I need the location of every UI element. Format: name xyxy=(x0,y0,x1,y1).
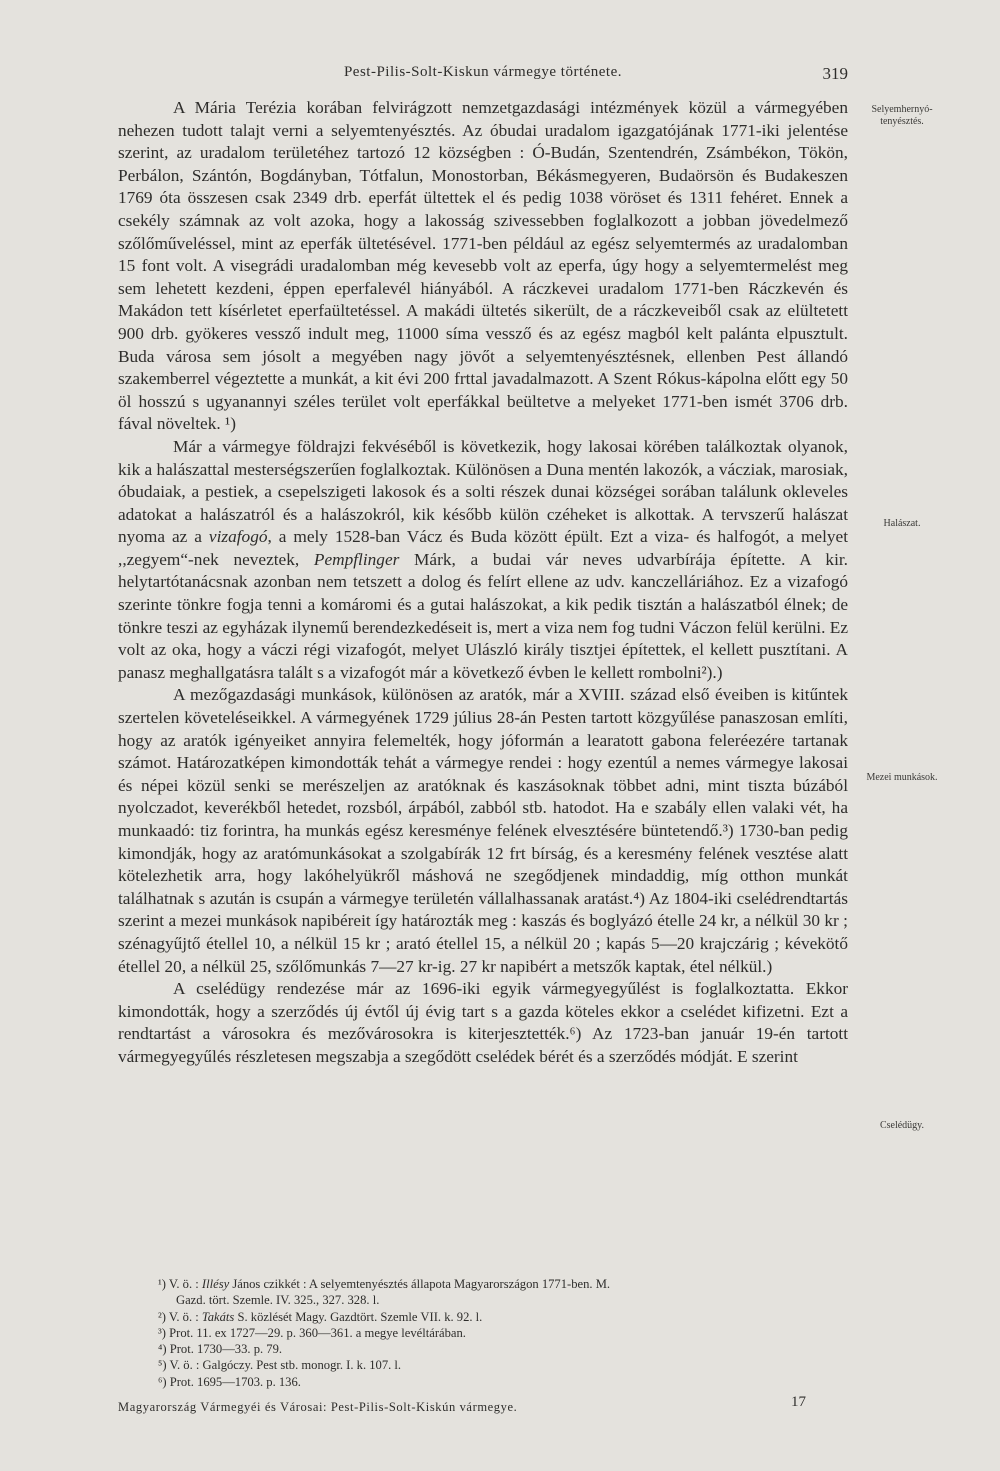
paragraph-servants xyxy=(118,978,848,1068)
text-run: ⁵) V. ö. : Galgóczy. Pest stb. monogr. I. k. 107. l. xyxy=(158,1358,402,1373)
footnote xyxy=(118,1374,848,1390)
margin-note-fishing: Halászat. xyxy=(883,518,921,529)
text-run: Gazd. tört. Szemle. IV. 325., 327. 328. l. xyxy=(176,1293,380,1308)
signature-line: Magyarország Vármegyéi és Városai: Pest-Pilis-Solt-Kiskún vármegye. xyxy=(118,1400,518,1414)
running-title: Pest-Pilis-Solt-Kiskun vármegye története. xyxy=(343,64,623,80)
text-run: ⁴) Prot. 1730—33. p. 79. xyxy=(158,1342,283,1357)
text-run: Márk, a budai vár neves udvarbírája építette. A kir. helytartótanácsnak azonban nem tetszett a dolog és felírt ellene az udv. kanczelláriához. Ez a vizafogó szerinte tönkre fogja tenni a komáromi és a gutai halászokat, a kik pedik tisztán a halászatból élnek; de tönkre teszi az egyházak ilynemű berendezkedéseit is, mert a viza nem fog tudni Váczon felül kerülni. Ez volt az oka, hogy a váczi régi vizafogót, melyet Ulászló király tisztjei építettek, el kellett pusztítani. A panasz meghallgatásra talált s a vizafogót már a következő évben le kellett rombolni²).) xyxy=(118,549,848,682)
margin-note-servants: Cselédügy. xyxy=(879,1120,925,1131)
paragraph-silk xyxy=(118,97,848,436)
footnote xyxy=(118,1357,848,1373)
italic-text: Illésy xyxy=(201,1277,230,1291)
text-run: ¹) xyxy=(225,414,236,434)
paragraph-fishing xyxy=(118,436,848,685)
paragraph-farm-workers xyxy=(118,684,848,978)
text-run: János czikkét : A selyemtenyésztés állapota Magyarországon 1771-ben. M. xyxy=(229,1277,611,1291)
footnotes xyxy=(118,1276,848,1390)
page-footer xyxy=(118,1394,848,1424)
text-run: A cselédügy rendezése már az 1696-iki egyik vármegyegyűlést is foglalkoztatta. Ekkor kimondották, hogy a szerződés új évtől új évig tart s a gazda köteles ekkor a cselédet kifizetni. Ezt a rendtartást a városokra és mezővárosokra is kiterjesztették.⁶) Az 1723-ban január 19-én tartott vármegyegyűlés részletesen megszabja a szegődött cselédek bérét és a szerződés módját. E szerint xyxy=(118,979,848,1066)
text-run: ⁶) Prot. 1695—1703. p. 136. xyxy=(158,1374,301,1389)
body-text xyxy=(118,97,848,1069)
footnote xyxy=(118,1309,848,1325)
text-run: A mezőgazdasági munkások, különösen az aratók, már a XVIII. század első éveiben is kitűntek szertelen követeléseikkel. A vármegyének 1729 július 28-án Pesten tartott közgyűlése panaszosan említi, hogy az aratók igényeiket annyira felemelték, hogy jóformán a learatott gabona feleréezére tartanak számot. Határozatképen kimondották tehát a vármegye rendei : hogy ezentúl a nemes vármegye lakosai és népei közül senki se merészeljen az aratóknak és kaszásoknak többet adni, mint tiszta búzából nyolczadot, keverékből hetedet, rozsból, árpából, zabból stb. hatodot. Ha e szabály ellen valaki vét, ha munkaadó: tiz forintra, ha munkás egész keresménye felének elvesztésére büntetendő.³) 1730-ban pedig kimondják, hogy az aratómunkásokat a szolgabírák 12 frt bírság, és a keresmény felének vesztése alatt kötelezhetik arra, hogy lakóhelyükről máshová ne szegődjenek mindaddig, míg otthon munkát találhatnak s azután is csupán a vármegye területén vállalhassanak aratást.⁴) Az 1804-iki cselédrendtartás szerint a mezei munkások napibéreit így határozták meg : kaszás és boglyázó ételle 24 kr, a nélkül 30 kr ; szénagyűjtő étellel 10, a nélkül 15 kr ; arató étellel 15, a nélkül 20 ; kapás 5—20 krajczárig ; kévekötő étellel 20, a nélkül 25, szőlőmunkás 7—27 kr-ig. 27 kr napibért a metszők kaptak, étel nélkül.) xyxy=(118,685,848,976)
italic-text: vizafogó xyxy=(208,527,268,547)
italic-text: Pempflinger xyxy=(313,549,400,569)
footnote xyxy=(118,1292,848,1308)
text-run: A Mária Terézia korában felvirágzott nemzetgazdasági intézmények közül a vármegyében nehezen tudott talajt verni a selyemtenyésztés. Az óbudai uradalom igazgatójának 1771-iki jelentése szerint, az uradalom területéhez tartozó 12 községben : Ó-Budán, Szentendrén, Zsámbékon, Tökön, Perbálon, Szántón, Bogdányban, Tótfalun, Monostorban, Békásmegyeren, Budaörsön és Budakeszen 1769 óta összesen csak 2349 drb. eperfát ültettek el és pedig 1038 vöröset és 1311 fehéret. Ennek a csekély számnak az volt azoka, hogy a lakosság szivessebben foglalkozott a jobban jövedelmező szőlőműveléssel, mint az eperfák ültetésével. 1771-ben például az egész selyemtermés az uradalomban 15 font volt. A visegrádi uradalomban még kevesebb volt az eperfa, úgy hogy a selyemtermelést meg sem lehetett kezdeni, éppen eperfalevél hiányából. A ráczkevei uradalom 1771-ben Ráczkevén és Makádon tett kísérletet eperfaültetéssel. A makádi ültetés sikerült, de a ráczkeveiből csak az elültetett 900 drb. gyökeres vessző indult meg, 11000 síma vessző és az egész magból kelt palánta elpusztult. Buda városa sem jósolt a megyében nagy jövőt a selyemtenyésztésnek, ellenben Pest állandó szakemberrel végeztette a munkát, a kit évi 200 frttal javadalmazott. A Szent Rókus-kápolna előtt egy 50 öl hosszú s ugyanannyi széles terület volt eperfákkal beültetve a melyeket 1771-ben ismét 3706 drb. fával növeltek. xyxy=(118,98,848,434)
footnote xyxy=(118,1325,848,1341)
page-header xyxy=(118,64,848,88)
text-run: ³) Prot. 11. ex 1727—29. p. 360—361. a megye levéltárában. xyxy=(158,1325,466,1340)
page-number: 319 xyxy=(822,64,848,83)
footnote xyxy=(118,1276,848,1292)
text-run: Már a vármegye földrajzi fekvéséből is következik, hogy lakosai körében találkoztak olyanok, kik a halászattal mesterségszerűen foglalkoztak. Különösen a Duna mentén lakozók, a vácziak, marosiak, óbudaiak, a pestiek, a csepelszigeti lakosok és a solti részek dunai községei sorában találunk okleveles adatokat a halászatról és a halászokról, kik később külön czéheket is alkottak. A tervszerű halászat nyoma az a xyxy=(118,436,848,547)
sheet-number: 17 xyxy=(791,1394,806,1410)
footnote xyxy=(118,1341,848,1357)
margin-note-silk: Selyemhernyó-tenyésztés. xyxy=(871,104,933,127)
text-run: ²) V. ö. : xyxy=(158,1309,202,1324)
text-run: , a mely 1528-ban Vácz és Buda között épült. Ezt a viza- és halfogót, a melyet ,,zegyem“-nek neveztek, xyxy=(118,527,848,569)
italic-text: Takáts xyxy=(201,1309,235,1324)
margin-note-field-workers: Mezei munkások. xyxy=(866,772,938,783)
text-run: S. közlését Magy. Gazdtört. Szemle VII. k. 92. l. xyxy=(234,1309,483,1324)
text-run: ¹) V. ö. : xyxy=(158,1277,202,1291)
